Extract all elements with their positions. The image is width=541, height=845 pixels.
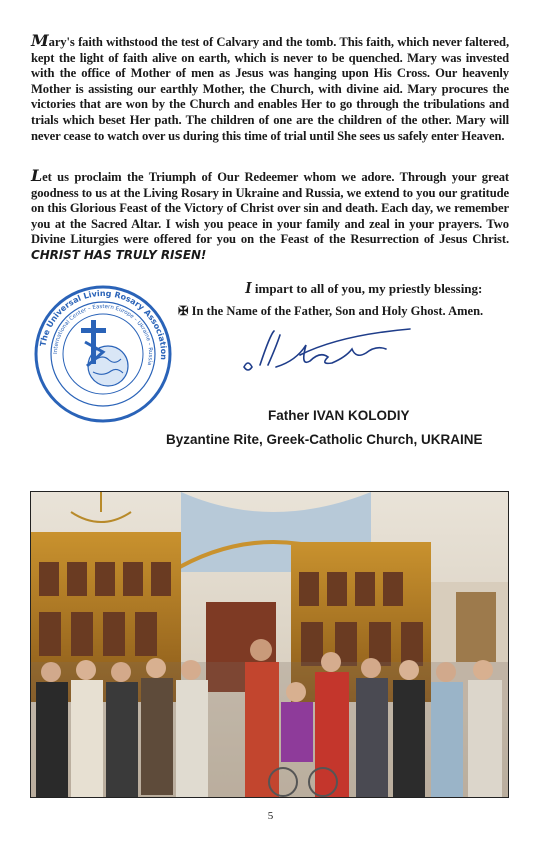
paragraph-text: ary's faith withstood the test of Calvary and the tomb. This faith, which never faltered, kept the light of faith alive on earth, which is never to be quenched. Mary was invested with the office of Mother of men as Jesus was hanging upon His Cross. Our heavenly Mother is assisting our earthly Mother, the Church, with divine aid. Mary procures the victories that are won by the Church and enables Her to go through the tribulations and trials which beset Her path. The children of one are the children of the other. Mary will never cease to watch over us during this time of trial until She sees us safely enter Heaven. (31, 35, 509, 143)
trinity-blessing-line (178, 303, 483, 319)
page-number: 5 (267, 810, 274, 822)
blessing-text: impart to all of you, my priestly blessing: (251, 281, 483, 296)
church-group-photo (30, 491, 509, 798)
svg-text:International Center – Eastern: International Center – Eastern Europe – Ukraine – Russia (52, 303, 154, 366)
svg-text:The Universal Living Rosary As: The Universal Living Rosary Association (38, 288, 169, 361)
trinity-text: In the Name of the Father, Son and Holy Ghost. Amen. (188, 304, 484, 318)
cross-icon: ✠ (178, 304, 189, 318)
drop-cap: I (245, 278, 252, 297)
father-name: Father IVAN KOLODIY (268, 408, 410, 423)
drop-cap: M (31, 31, 49, 50)
paragraph-triumph (31, 168, 509, 264)
paragraph-marys-faith (31, 33, 509, 144)
photo-illustration (31, 492, 509, 798)
drop-cap: L (31, 166, 43, 185)
priest-signature (240, 325, 420, 385)
church-rite: Byzantine Rite, Greek-Catholic Church, UKRAINE (166, 432, 483, 447)
paragraph-text: et us proclaim the Triumph of Our Redeemer whom we adore. Through your great goodness to us at the Living Rosary in Ukraine and Russia, we extend to you our gratitude on this Glorious Feast of the Victory of Christ over sin and death. Each day, we remember you at the Sacred Altar. I wish you peace in your family and zeal in your prayers. Two Divine Liturgies were offered for you on the Feast of the Resurrection of Jesus Christ. (31, 170, 509, 247)
blessing-line (245, 278, 482, 298)
association-seal-logo (33, 284, 173, 424)
emphasis-text: CHRIST HAS TRULY RISEN! (31, 247, 207, 262)
